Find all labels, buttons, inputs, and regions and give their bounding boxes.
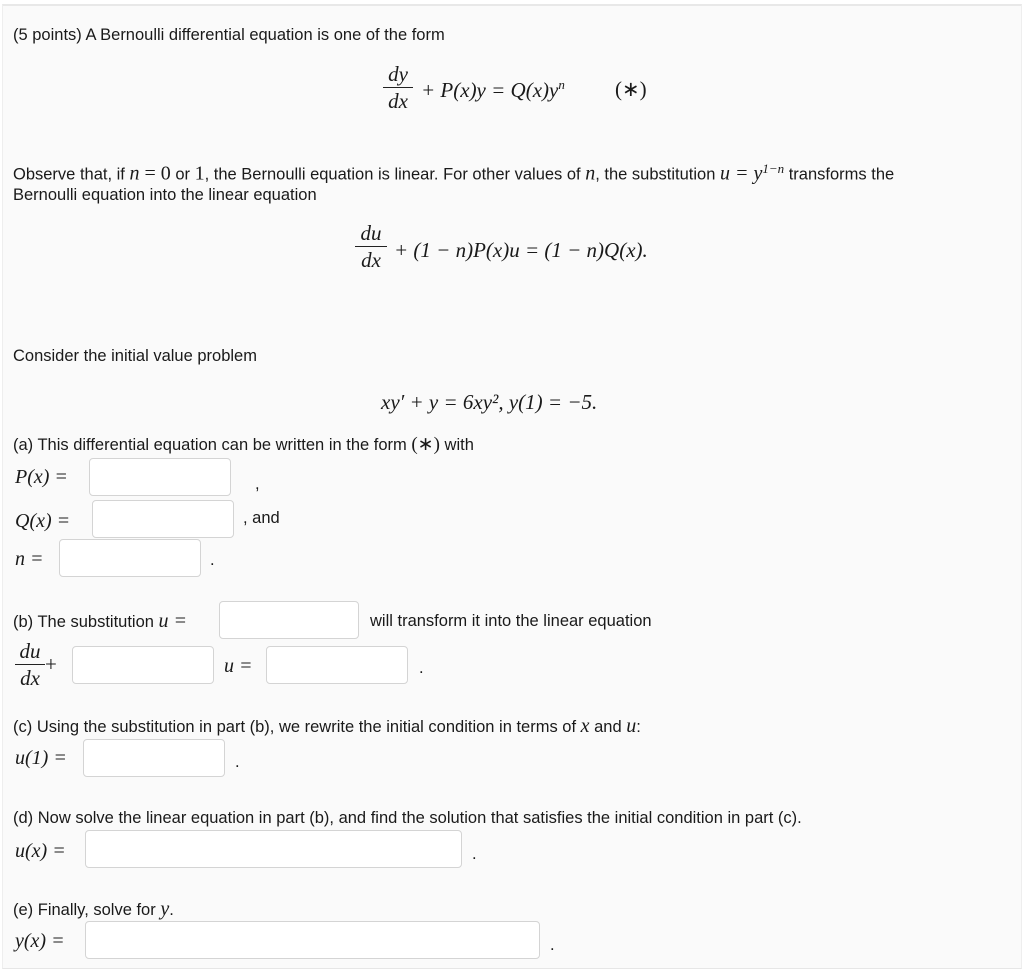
du-dx-fraction-b: du dx (15, 640, 45, 689)
linear-equation: + (1 − n)P(x)u = (1 − n)Q(x). (394, 238, 648, 262)
bernoulli-equation: + $P(x)y = Q(x)y^n$ (421, 77, 565, 102)
ux-input[interactable] (85, 830, 462, 868)
part-b-after: will transform it into the linear equation (370, 612, 652, 630)
q-label: Q(x) = (15, 510, 71, 532)
part-d-text: (d) Now solve the linear equation in part (b), and find the solution that satisfies the initial condition in part (c). (13, 809, 802, 827)
plus-sign: + (45, 652, 57, 676)
observe-text-line2: Bernoulli equation into the linear equation (13, 186, 317, 204)
u1-input[interactable] (83, 739, 225, 777)
q-input[interactable] (92, 500, 234, 538)
n-period: . (210, 551, 215, 569)
consider-text: Consider the initial value problem (13, 347, 257, 365)
p-comma: , (255, 475, 260, 493)
p-input[interactable] (89, 458, 231, 496)
equation-tag: (∗) (615, 77, 647, 101)
du-dx-fraction: du dx (355, 222, 387, 271)
substitution-input[interactable] (219, 601, 359, 639)
part-c-text: (c) Using the substitution in part (b), we rewrite the initial condition in terms of x and u: (13, 715, 641, 737)
observe-text: Observe that, if n = 0 or 1, the Bernoulli equation is linear. For other values of n, the substitution $u = y^{1-n}$ transforms the (13, 161, 895, 185)
part-a-text: (a) This differential equation can be written in the form (∗) with (13, 434, 474, 455)
coefficient-input[interactable] (72, 646, 214, 684)
ux-label: u(x) = (15, 840, 66, 862)
b-period: . (419, 659, 424, 677)
c-period: . (235, 753, 240, 771)
d-period: . (472, 845, 477, 863)
u1-label: u(1) = (15, 747, 67, 769)
p-label: P(x) = (15, 466, 68, 488)
rhs-input[interactable] (266, 646, 408, 684)
q-and: , and (243, 509, 280, 527)
question-panel (2, 4, 1022, 969)
n-input[interactable] (59, 539, 201, 577)
question-intro: (5 points) A Bernoulli differential equation is one of the form (13, 26, 445, 44)
part-b-text: (b) The substitution u = (13, 610, 188, 632)
u-equals-label: u = (224, 655, 253, 677)
yx-input[interactable] (85, 921, 540, 959)
yx-label: y(x) = (15, 930, 65, 952)
part-e-text: (e) Finally, solve for y. (13, 898, 174, 920)
e-period: . (550, 936, 555, 954)
dy-dx-fraction: dy dx (383, 63, 413, 112)
n-label: n = (15, 548, 44, 570)
ivp-equation: xy′ + y = 6xy², y(1) = −5. (381, 390, 598, 414)
